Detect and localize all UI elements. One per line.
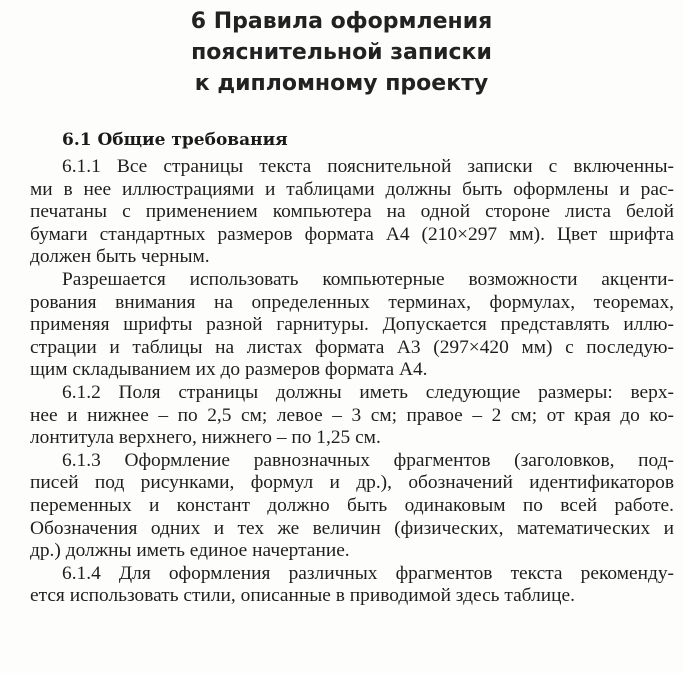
text-line: страции и таблицы на листах формата А3 (297×420 мм) с последую- — [30, 336, 674, 358]
text-line: ми в нее иллюстрациями и таблицами должны быть оформлены и рас- — [30, 178, 674, 200]
paragraph-first-line: 6.1.4 Для оформления различных фрагментов текста рекоменду- — [62, 562, 674, 584]
text-line: рования внимания на определенных терминах, формулах, теоремах, — [30, 291, 674, 313]
text-line: печатаны с применением компьютера на одной стороне листа белой — [30, 201, 674, 223]
text-line: ется использовать стили, описанные в приводимой здесь таблице. — [30, 585, 575, 607]
chapter-title — [0, 6, 683, 99]
text-line: применяя шрифты разной гарнитуры. Допускается представлять иллю- — [30, 314, 674, 336]
paragraph-first-line: 6.1.3 Оформление равнозначных фрагментов (заголовков, под- — [62, 449, 674, 471]
paragraph-first-line: 6.1.2 Поля страницы должны иметь следующие размеры: верх- — [62, 381, 674, 403]
text-line: бумаги стандартных размеров формата А4 (210×297 мм). Цвет шрифта — [30, 223, 674, 245]
body-text — [30, 156, 674, 608]
chapter-title-line: 6 Правила оформления — [190, 9, 493, 34]
paragraph-first-line: 6.1.1 Все страницы текста пояснительной записки с включенны- — [62, 156, 674, 177]
section-title: 6.1 Общие требования — [62, 130, 288, 150]
text-line: нее и нижнее – по 2,5 см; левое – 3 см; правое – 2 см; от края до ко- — [30, 404, 674, 426]
text-line: писей под рисунками, формул и др.), обозначений идентификаторов — [30, 472, 674, 494]
text-line: переменных и констант должно быть одинаковым по всей работе. — [30, 494, 674, 516]
text-line: лонтитула верхнего, нижнего – по 1,25 см. — [30, 427, 381, 449]
paragraph-first-line: Разрешается использовать компьютерные возможности акценти- — [62, 268, 674, 290]
text-line: щим складыванием их до размеров формата А4. — [30, 359, 428, 381]
chapter-title-line: пояснительной записки — [191, 40, 492, 65]
text-line: Обозначения одних и тех же величин (физических, математических и — [30, 517, 674, 539]
chapter-title-line: к дипломному проекту — [194, 71, 489, 96]
text-line: должен быть черным. — [30, 246, 210, 268]
text-line: др.) должны иметь единое начертание. — [30, 540, 350, 562]
